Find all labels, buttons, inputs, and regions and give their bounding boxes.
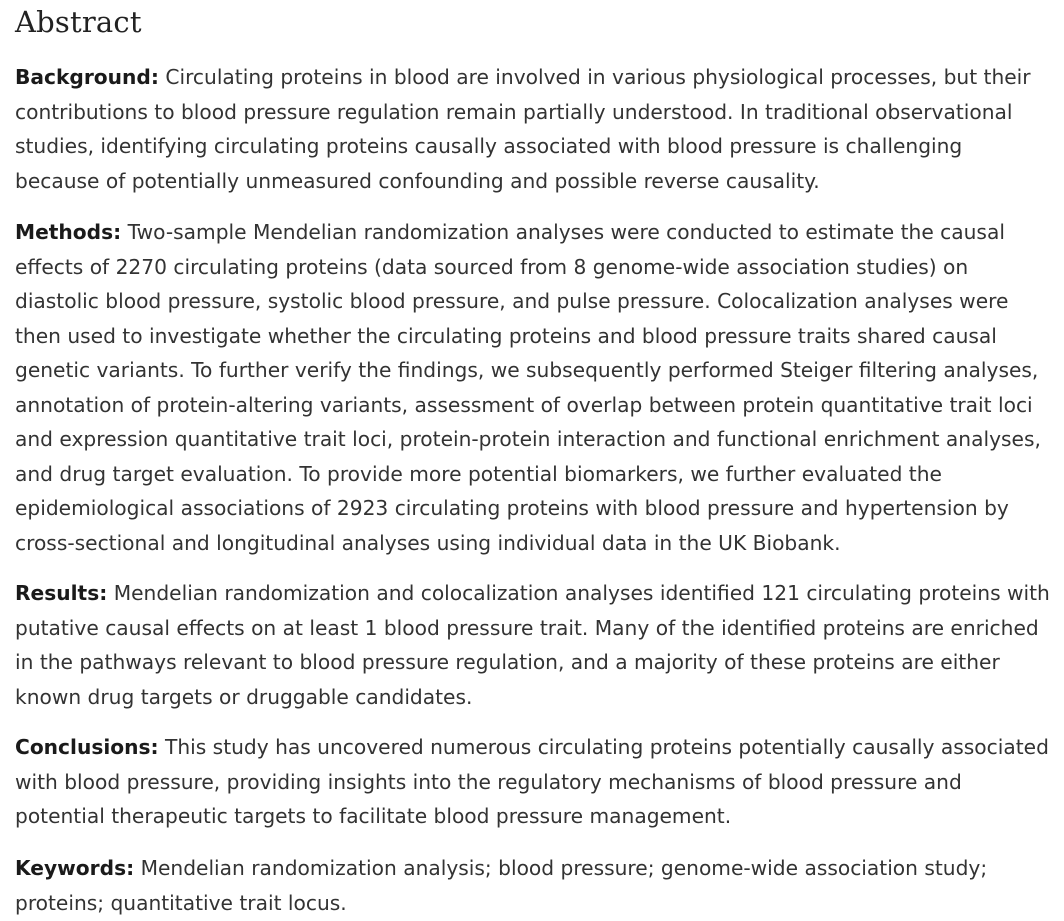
background-label: Background: — [15, 65, 159, 89]
results-paragraph — [15, 576, 1050, 714]
methods-paragraph — [15, 215, 1050, 560]
keywords-label: Keywords: — [15, 856, 135, 880]
methods-label: Methods: — [15, 220, 122, 244]
keywords-paragraph — [15, 851, 1050, 920]
background-paragraph — [15, 60, 1050, 198]
methods-text: Two-sample Mendelian randomization analyses were conducted to estimate the causal effects of 2270 circulating proteins (data sourced from 8 genome-wide association studies) on diastolic blood pressure, systolic blood pressure, and pulse pressure. Colocalization analyses were then used to investigate whether the circulating proteins and blood pressure traits shared causal genetic variants. To further verify the findings, we subsequently performed Steiger filtering analyses, annotation of protein-altering variants, assessment of overlap between protein quantitative trait loci and expression quantitative trait loci, protein-protein interaction and functional enrichment analyses, and drug target evaluation. To provide more potential biomarkers, we further evaluated the epidemiological associations of 2923 circulating proteins with blood pressure and hypertension by cross-sectional and longitudinal analyses using individual data in the UK Biobank. — [15, 220, 1041, 555]
abstract-container — [15, 0, 1055, 915]
results-label: Results: — [15, 581, 108, 605]
background-text: Circulating proteins in blood are involved in various physiological processes, but their contributions to blood pressure regulation remain partially understood. In traditional observational studies, identifying circulating proteins causally associated with blood pressure is challenging because of potentially unmeasured confounding and possible reverse causality. — [15, 65, 1031, 193]
keywords-text: Mendelian randomization analysis; blood pressure; genome-wide association study; proteins; quantitative trait locus. — [15, 856, 988, 915]
conclusions-paragraph — [15, 730, 1050, 834]
results-text: Mendelian randomization and colocalization analyses identified 121 circulating proteins with putative causal effects on at least 1 blood pressure trait. Many of the identified proteins are enriched in the pathways relevant to blood pressure regulation, and a majority of these proteins are either known drug targets or druggable candidates. — [15, 581, 1050, 709]
abstract-heading: Abstract — [15, 5, 142, 39]
conclusions-text: This study has uncovered numerous circulating proteins potentially causally associated with blood pressure, providing insights into the regulatory mechanisms of blood pressure and potential therapeutic targets to facilitate blood pressure management. — [15, 735, 1049, 828]
conclusions-label: Conclusions: — [15, 735, 159, 759]
